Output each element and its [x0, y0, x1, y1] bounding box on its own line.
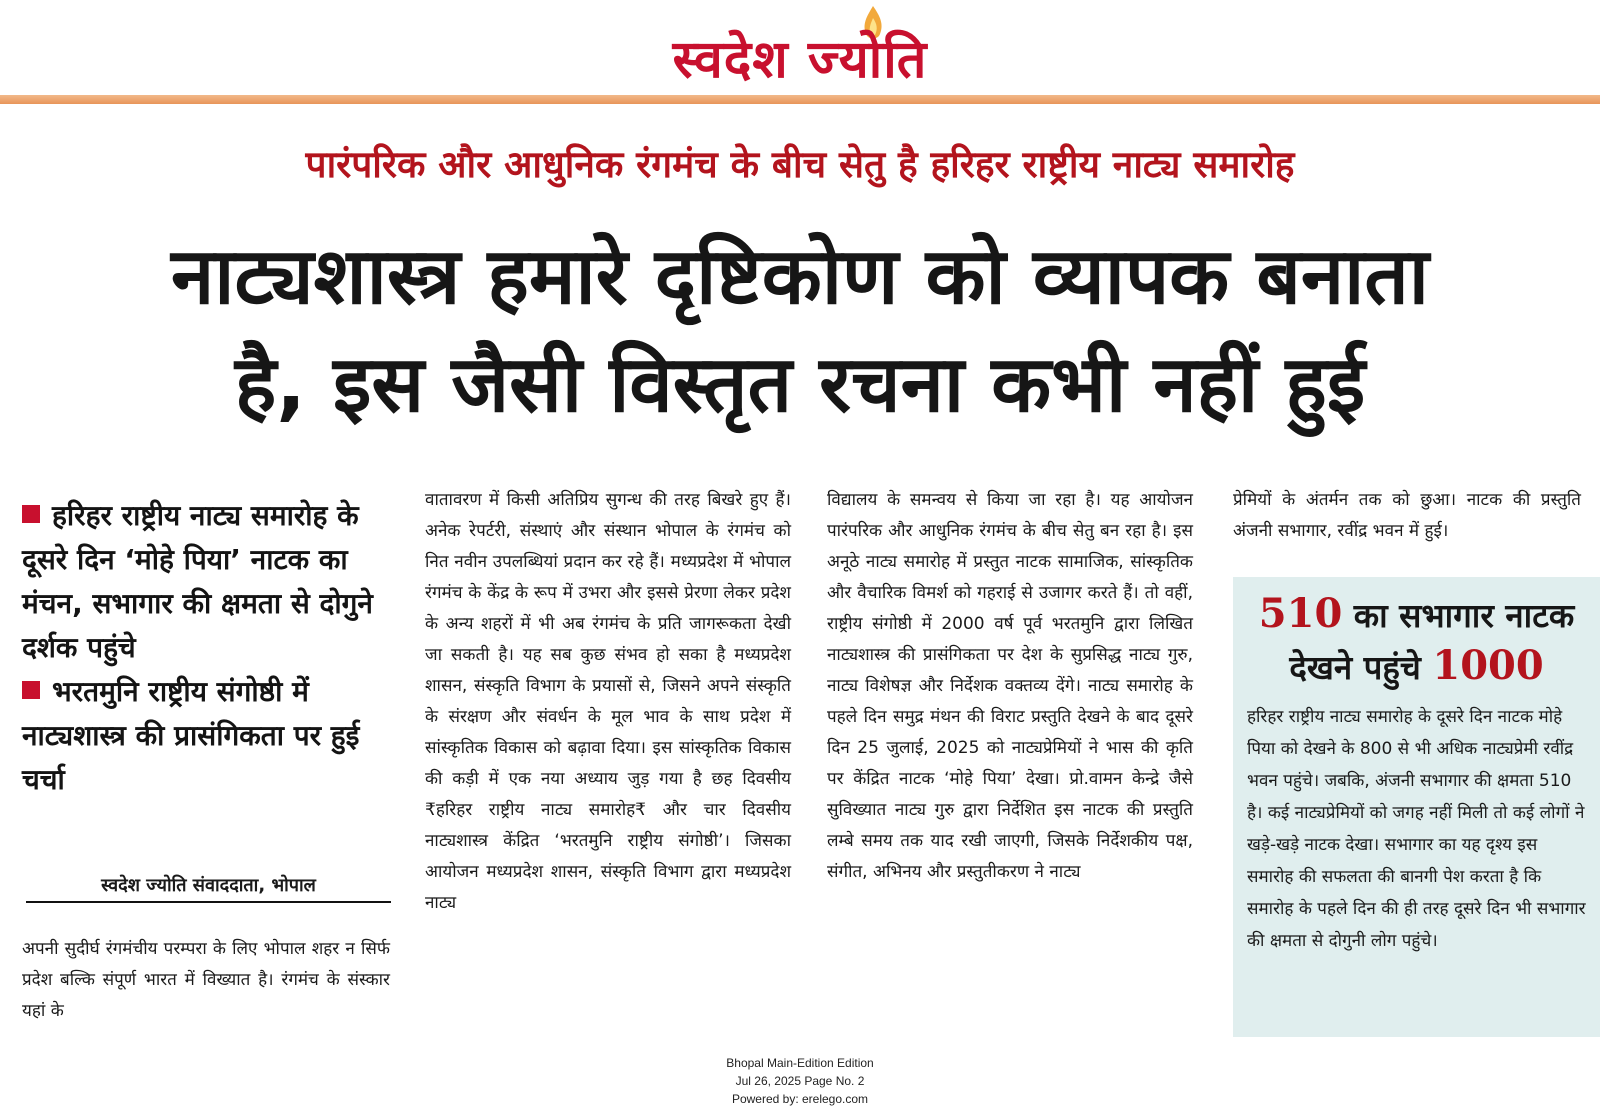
highlights-list — [22, 494, 392, 802]
highlight-item: भरतमुनि राष्ट्रीय संगोष्ठी में नाट्यशास्त्र की प्रासंगिकता पर हुई चर्चा — [22, 675, 360, 796]
highlight-item: हरिहर राष्ट्रीय नाट्य समारोह के दूसरे दिन ‘मोहे पिया’ नाटक का मंचन, सभागार की क्षमता से दोगुने दर्शक पहुंचे — [22, 499, 373, 664]
masthead-rule — [0, 95, 1600, 104]
sidebar-body: हरिहर राष्ट्रीय नाट्य समारोह के दूसरे दिन नाटक मोहे पिया को देखने के 800 से भी अधिक नाट्यप्रेमी रवींद्र भवन पहुंचे। जबकि, अंजनी सभागार की क्षमता 510 है। कई नाट्यप्रेमियों को जगह नहीं मिली तो कई लोगों ने खड़े-खड़े नाटक देखा। सभागार का यह दृश्य इस समारोह की सफलता की बानगी पेश करता है कि समारोह के पहले दिन की ही तरह दूसरे दिन भी सभागार की क्षमता से दोगुनी लोग पहुंचे। — [1247, 707, 1586, 951]
footer — [0, 1054, 1600, 1108]
main-headline-line-1: नाट्यशास्त्र हमारे दृष्टिकोण को व्यापक बनाता — [170, 232, 1430, 322]
main-headline-line-2: है, इस जैसी विस्तृत रचना कभी नहीं हुई — [234, 340, 1366, 430]
byline: स्वदेश ज्योति संवाददाता, भोपाल — [26, 873, 391, 903]
sidebar-number-attendance: 1000 — [1432, 642, 1544, 689]
article-column-4: प्रेमियों के अंतर्मन तक को छुआ। नाटक की प्रस्तुति अंजनी सभागार, रवींद्र भवन में हुई। — [1233, 490, 1581, 541]
sidebar-number-capacity: 510 — [1258, 590, 1343, 637]
sidebar-box — [1233, 577, 1600, 1037]
newspaper-logo: स्वदेश ज्योति — [672, 30, 928, 90]
sidebar-headline: 510 का सभागार नाटक देखने पहुंचे 1000 — [1258, 590, 1575, 689]
bullet-square-icon — [22, 681, 40, 699]
bullet-square-icon — [22, 505, 40, 523]
article-column-3: विद्यालय के समन्वय से किया जा रहा है। यह आयोजन पारंपरिक और आधुनिक रंगमंच के बीच सेतु बन रहा है। इस अनूठे नाट्य समारोह में प्रस्तुत नाटक सामाजिक, सांस्कृतिक और वैचारिक विमर्श को गहराई से उजागर करते हैं। तो वहीं, राष्ट्रीय संगोष्ठी में 2000 वर्ष पूर्व भरतमुनि द्वारा लिखित नाट्यशास्त्र की प्रासंगिकता पर देश के सुप्रसिद्ध नाट्य गुरु, नाट्य विशेषज्ञ और निर्देशक वक्तव्य देंगे। नाट्य समारोह के पहले दिन समुद्र मंथन की विराट प्रस्तुति देखने के बाद दूसरे दिन 25 जुलाई, 2025 को नाट्यप्रेमियों ने भास की कृति पर केंद्रित नाटक ‘मोहे पिया’ देखा। प्रो.वामन केन्द्रे जैसे सुविख्यात नाट्य गुरु द्वारा निर्देशित इस नाटक की प्रस्तुति लम्बे समय तक याद रखी जाएगी, जिसके निर्देशकीय पक्ष, संगीत, अभिनय और प्रस्तुतीकरण ने नाट्य — [827, 490, 1193, 882]
footer-powered-by: Powered by: erelego.com — [731, 1092, 869, 1106]
footer-edition: Bhopal Main-Edition Edition — [726, 1056, 874, 1070]
footer-date-page: Jul 26, 2025 Page No. 2 — [735, 1074, 865, 1088]
kicker-headline: पारंपरिक और आधुनिक रंगमंच के बीच सेतु है हरिहर राष्ट्रीय नाट्य समारोह — [305, 143, 1295, 186]
article-column-1: अपनी सुदीर्घ रंगमंचीय परम्परा के लिए भोपाल शहर न सिर्फ प्रदेश बल्कि संपूर्ण भारत में विख्यात है। रंगमंच के संस्कार यहां के — [22, 939, 390, 1021]
masthead — [0, 0, 1600, 104]
article-column-2: वातावरण में किसी अतिप्रिय सुगन्ध की तरह बिखरे हुए हैं। अनेक रेपर्टरी, संस्थाएं और संस्थान भोपाल के रंगमंच को नित नवीन उपलब्धियां प्रदान कर रहे हैं। मध्यप्रदेश में भोपाल रंगमंच के केंद्र के रूप में उभरा और इससे प्रेरणा लेकर प्रदेश के अन्य शहरों में भी अब रंगमंच के प्रति जागरूकता देखी जा सकती है। यह सब कुछ संभव हो सका है मध्यप्रदेश शासन, संस्कृति विभाग के प्रयासों से, जिसने अपने संस्कृति के संरक्षण और संवर्धन के मूल भाव के साथ प्रदेश में सांस्कृतिक विकास को बढ़ावा दिया। इस सांस्कृतिक विकास की कड़ी में एक नया अध्याय जुड़ गया है छह दिवसीय ₹हरिहर राष्ट्रीय नाट्य समारोह₹ और चार दिवसीय नाट्यशास्त्र केंद्रित ‘भरतमुनि राष्ट्रीय संगोष्ठी’। जिसका आयोजन मध्यप्रदेश शासन, संस्कृति विभाग द्वारा मध्यप्रदेश नाट्य — [425, 490, 791, 913]
